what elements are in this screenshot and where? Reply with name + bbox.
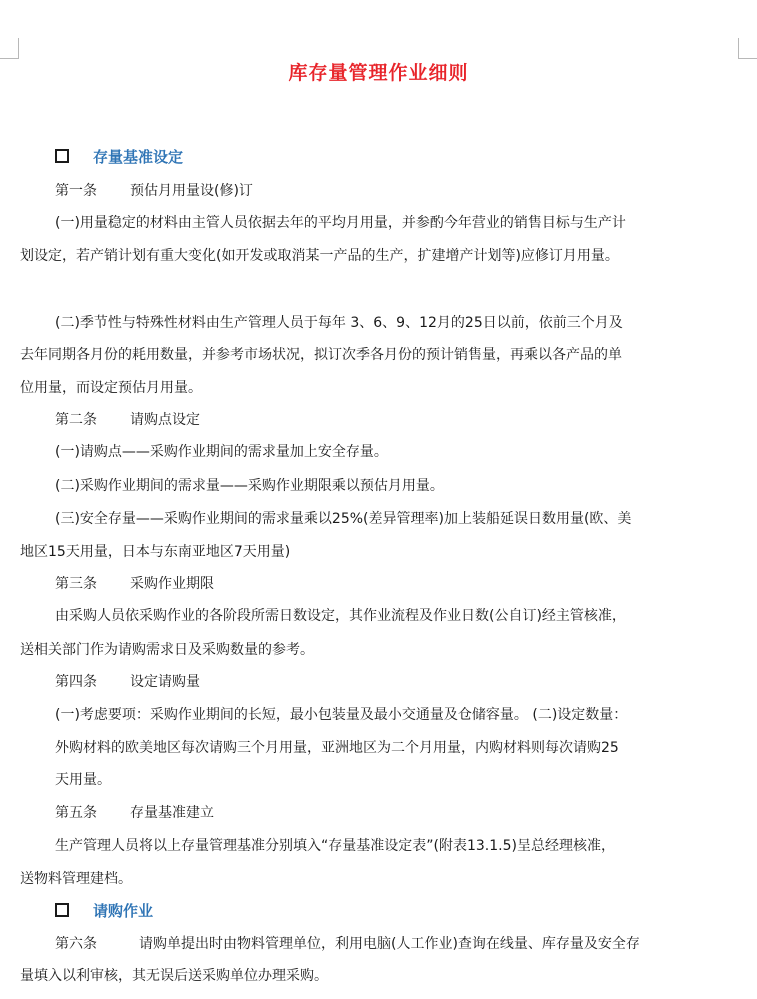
article-number: 第五条	[55, 805, 97, 821]
article-heading	[55, 672, 200, 692]
paragraph-line: (二)季节性与特殊性材料由生产管理人员于每年 3、6、9、12月的25日以前，依前三个月及	[55, 315, 623, 331]
article-heading	[55, 410, 200, 430]
paragraph-line: (一)考虑要项：采购作业期间的长短，最小包装量及最小交通量及仓储容量。 (二)设定数量：	[55, 707, 628, 723]
section-heading	[55, 900, 153, 921]
paragraph-line: 送相关部门作为请购需求日及采购数量的参考。	[20, 642, 314, 658]
article-title: 预估月用量设(修)订	[130, 183, 253, 199]
article-heading	[55, 803, 214, 823]
article-title: 采购作业期限	[130, 576, 214, 592]
paragraph-line: 位用量，而设定预估月用量。	[20, 380, 202, 396]
paragraph-line: (二)采购作业期间的需求量——采购作业期限乘以预估月用量。	[55, 478, 444, 494]
paragraph-line: (一)用量稳定的材料由主管人员依据去年的平均月用量，并参酌今年营业的销售目标与生产计	[55, 215, 626, 231]
margin-corner-mark	[738, 38, 757, 59]
article-heading	[55, 181, 253, 201]
section-heading-text: 请购作业	[93, 902, 154, 920]
article-title: 设定请购量	[130, 674, 200, 690]
article-number: 第三条	[55, 576, 97, 592]
article-number: 第六条	[55, 936, 97, 952]
paragraph-line: 生产管理人员将以上存量管理基准分别填入“存量基准设定表”(附表13.1.5)呈总经理核准，	[55, 838, 615, 854]
paragraph-line: 送物料管理建档。	[20, 871, 132, 887]
paragraph-line: 划设定，若产销计划有重大变化(如开发或取消某一产品的生产，扩建增产计划等)应修订月用量。	[20, 248, 619, 264]
section-heading	[55, 146, 183, 167]
article-heading	[55, 934, 640, 954]
paragraph-line: (三)安全存量——采购作业期间的需求量乘以25%(差异管理率)加上装船延误日数用量(欧、美	[55, 511, 632, 527]
paragraph-line: 外购材料的欧美地区每次请购三个月用量，亚洲地区为二个月用量，内购材料则每次请购25	[55, 740, 619, 756]
document-title: 库存量管理作业细则	[288, 62, 469, 84]
paragraph-line: 去年同期各月份的耗用数量，并参考市场状况，拟订次季各月份的预计销售量，再乘以各产品的单	[20, 347, 622, 363]
margin-corner-mark	[0, 38, 19, 59]
paragraph-line: 由采购人员依采购作业的各阶段所需日数设定，其作业流程及作业日数(公自订)经主管核准，	[55, 608, 626, 624]
section-heading-text: 存量基准设定	[93, 148, 184, 166]
article-number: 第二条	[55, 412, 97, 428]
paragraph-line: (一)请购点——采购作业期间的需求量加上安全存量。	[55, 444, 388, 460]
article-heading	[55, 574, 214, 594]
paragraph-line: 地区15天用量，日本与东南亚地区7天用量)	[20, 544, 291, 560]
article-number: 第一条	[55, 183, 97, 199]
paragraph-line: 量填入以利审核，其无误后送采购单位办理采购。	[20, 968, 328, 984]
paragraph-line: 天用量。	[55, 772, 111, 788]
checkbox-icon	[55, 903, 69, 917]
article-title: 存量基准建立	[130, 805, 214, 821]
article-title: 请购点设定	[130, 412, 200, 428]
checkbox-icon	[55, 149, 69, 163]
paragraph-line: 请购单提出时由物料管理单位，利用电脑(人工作业)查询在线量、库存量及安全存	[139, 936, 640, 952]
article-number: 第四条	[55, 674, 97, 690]
